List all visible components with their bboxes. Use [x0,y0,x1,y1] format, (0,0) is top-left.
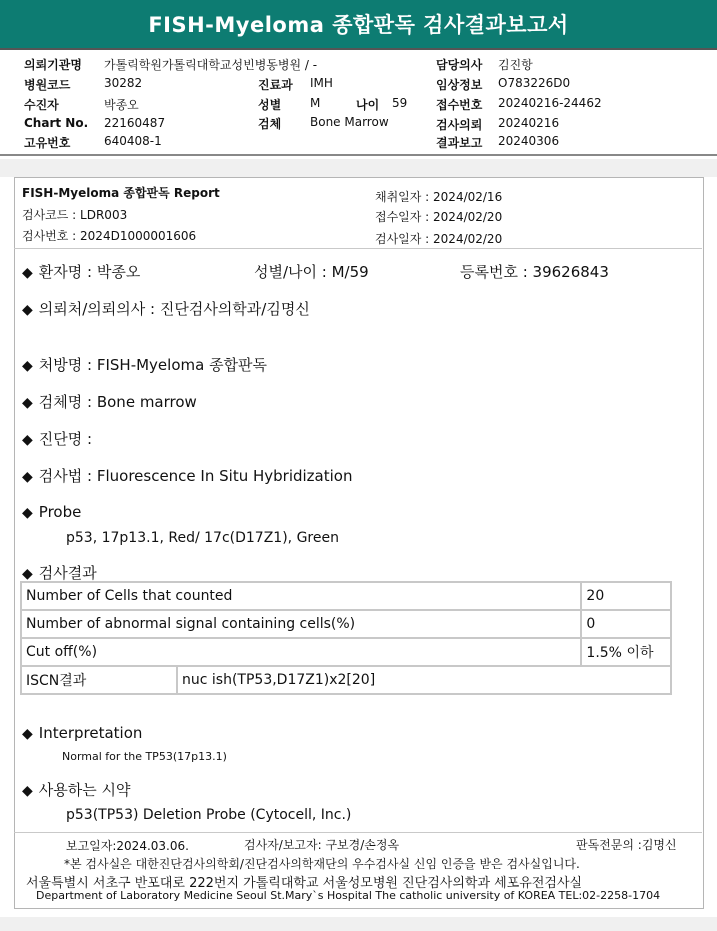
probe-heading: ◆ Probe [22,503,82,521]
header-label: 의뢰기관명 [24,58,82,72]
iscn-value: nuc ish(TP53,D17Z1)x2[20] [177,666,671,694]
lab-address: 서울특별시 서초구 반포대로 222번지 가톨릭대학교 서울성모병원 진단검사의학과 세포유전검사실 [26,876,583,891]
header-label: Chart No. [24,116,89,130]
diamond-bullet-icon: ◆ [22,358,33,374]
diamond-bullet-icon: ◆ [22,505,33,521]
diamond-bullet-icon: ◆ [22,566,33,582]
table-row [21,638,671,666]
prescription-field: ◆ 처방명 : FISH-Myeloma 종합판독 [22,356,268,374]
diamond-bullet-icon: ◆ [22,726,33,742]
specimen-field: ◆ 검체명 : Bone marrow [22,393,197,411]
footer-divider [14,832,702,833]
header-label: 성별 [258,98,282,112]
header-value: 김진항 [498,58,533,72]
header-value: 박종오 [104,98,139,112]
iscn-label: ISCN결과 [21,666,177,694]
result-label: Number of abnormal signal containing cells(%) [21,610,581,638]
header-label: 접수번호 [436,98,483,112]
lab-address-en: Department of Laboratory Medicine Seoul St.Mary`s Hospital The catholic university of KOREA TEL:02-2258-1704 [36,889,661,902]
bottom-band [0,917,717,931]
collect-date: 채취일자 : 2024/02/16 [375,190,503,204]
specialist: 판독전문의 :김명신 [576,838,677,852]
result-table [20,581,672,695]
sex-age-field: 성별/나이 : M/59 [254,263,369,281]
interpretation-text: Normal for the TP53(17p13.1) [62,750,227,763]
diamond-bullet-icon: ◆ [22,265,33,281]
result-heading: ◆ 검사결과 [22,564,97,582]
diamond-bullet-icon: ◆ [22,783,33,799]
exam-date: 검사일자 : 2024/02/20 [375,232,503,246]
header-label: 검사의뢰 [436,118,483,132]
header-value: 20240216-24462 [498,96,602,110]
table-row [21,610,671,638]
result-value: 0 [581,610,671,638]
header-label: 고유번호 [24,136,71,150]
patient-name-field: ◆ 환자명 : 박종오 [22,263,141,281]
report-name: FISH-Myeloma 종합판독 Report [22,186,220,200]
report-title: FISH-Myeloma 종합판독 검사결과보고서 [0,0,717,48]
method-field: ◆ 검사법 : Fluorescence In Situ Hybridization [22,467,353,485]
diamond-bullet-icon: ◆ [22,432,33,448]
probe-detail: p53, 17p13.1, Red/ 17c(D17Z1), Green [66,530,339,546]
certification-note: *본 검사실은 대한진단검사의학회/진단검사의학재단의 우수검사실 신임 인증을 받은 검사실입니다. [64,857,580,871]
diamond-bullet-icon: ◆ [22,395,33,411]
header-value: 59 [392,96,408,110]
header-value: M [310,96,321,110]
table-row [21,582,671,610]
header-value: O783226D0 [498,76,571,90]
examiner: 검사자/보고자: 구보경/손정옥 [244,838,400,852]
header-value: 가톨릭학원가톨릭대학교성빈병동병원 / - [104,58,318,72]
header-label: 결과보고 [436,136,483,150]
header-label: 임상정보 [436,78,483,92]
test-code: 검사코드 : LDR003 [22,208,128,222]
diamond-bullet-icon: ◆ [22,302,33,318]
header-value: 20240306 [498,134,560,148]
report-header-divider [14,248,702,249]
diagnosis-field: ◆ 진단명 : [22,430,93,448]
header-value: 22160487 [104,116,166,130]
result-value: 1.5% 이하 [581,638,671,666]
result-label: Number of Cells that counted [21,582,581,610]
header-label: 진료과 [258,78,293,92]
reagent-text: p53(TP53) Deletion Probe (Cytocell, Inc.) [66,807,352,823]
interpretation-heading: ◆ Interpretation [22,724,143,742]
header-label: 병원코드 [24,78,71,92]
result-value: 20 [581,582,671,610]
header-value: 30282 [104,76,143,90]
test-number: 검사번호 : 2024D1000001606 [22,229,197,243]
header-top-rule [0,48,717,50]
header-value: 640408-1 [104,134,162,148]
report-date: 보고일자:2024.03.06. [66,839,189,853]
header-value: IMH [310,76,333,90]
header-value: 20240216 [498,116,560,130]
table-row [21,666,671,694]
header-label: 담당의사 [436,58,483,72]
header-label: 수진자 [24,98,59,112]
registration-number: 등록번호 : 39626843 [460,263,609,281]
referrer-field: ◆ 의뢰처/의뢰의사 : 진단검사의학과/김명신 [22,300,310,318]
header-bottom-rule [0,154,717,156]
header-label: 나이 [356,98,380,112]
separator-band [0,159,717,177]
header-value: Bone Marrow [310,115,389,129]
reagent-heading: ◆ 사용하는 시약 [22,781,131,799]
header-label: 검체 [258,117,282,131]
diamond-bullet-icon: ◆ [22,469,33,485]
receive-date: 접수일자 : 2024/02/20 [375,210,503,224]
result-label: Cut off(%) [21,638,581,666]
